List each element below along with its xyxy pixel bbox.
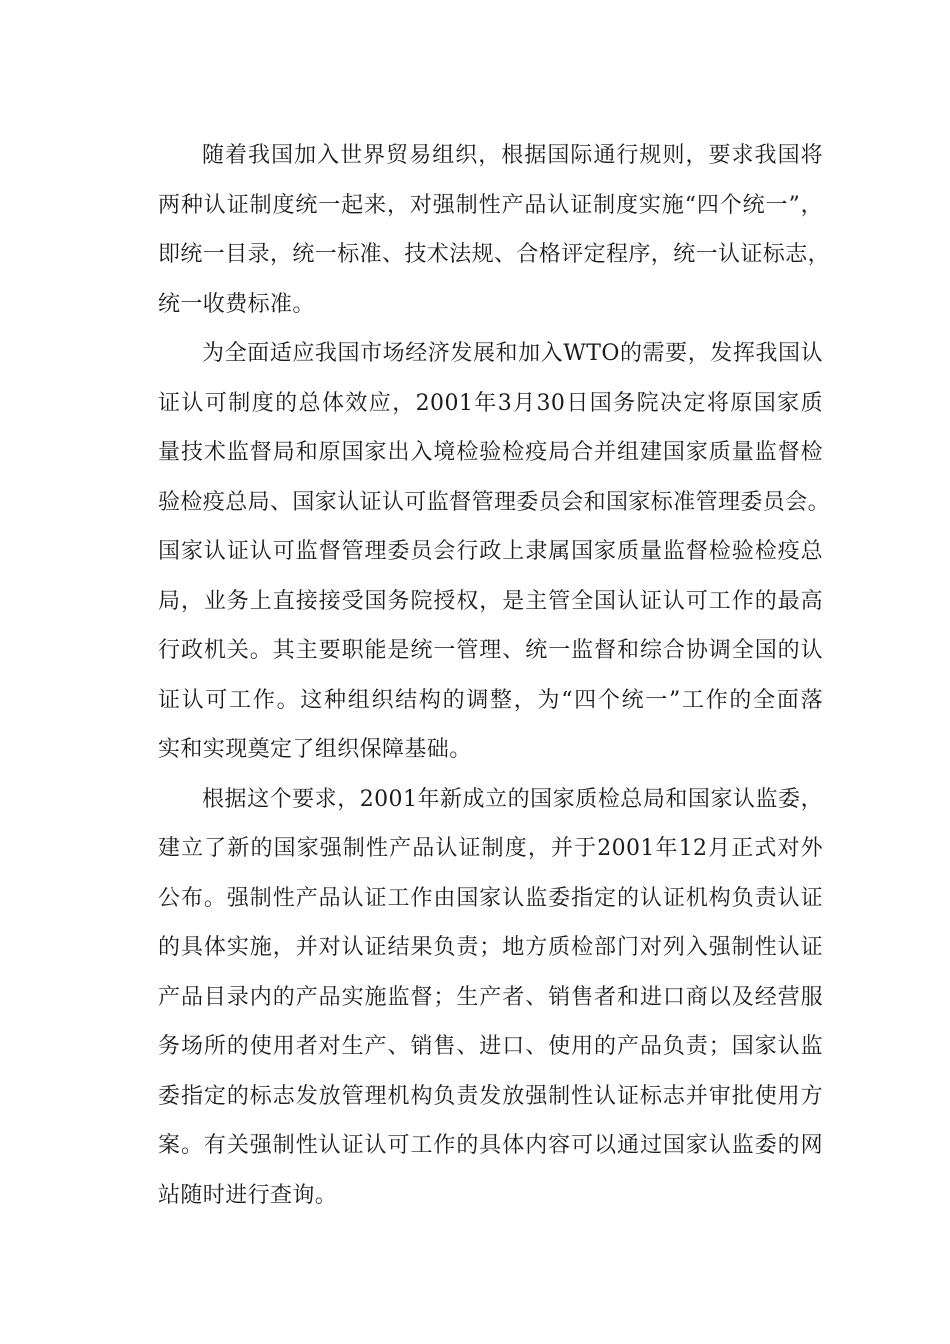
paragraph-2-line-9: 实和实现奠定了组织保障基础。 xyxy=(158,737,472,762)
paragraph-1-line-3: 即统一目录，统一标准、技术法规、合格评定程序，统一认证标志， xyxy=(158,242,831,267)
paragraph-2-line-8: 证认可工作。这种组织结构的调整，为“四个统一”工作的全面落 xyxy=(158,687,823,713)
paragraph-2-line-7: 行政机关。其主要职能是统一管理、统一监督和综合协调全国的认 xyxy=(158,638,823,663)
paragraph-2-line-5: 国家认证认可监督管理委员会行政上隶属国家质量监督检验检疫总 xyxy=(158,539,823,564)
document-body xyxy=(158,131,831,1220)
paragraph-2-line-2: 证认可制度的总体效应，2001年3月30日国务院决定将原国家质 xyxy=(158,390,823,416)
paragraph-1-line-2: 两种认证制度统一起来，对强制性产品认证制度实施“四个统一”， xyxy=(158,192,823,218)
paragraph-3-line-2: 建立了新的国家强制性产品认证制度，并于2001年12月正式对外 xyxy=(158,836,823,861)
paragraph-1-line-1: 随着我国加入世界贸易组织，根据国际通行规则，要求我国将 xyxy=(202,143,823,168)
paragraph-1-line-4: 统一收费标准。 xyxy=(158,291,315,317)
paragraph-3-line-1: 根据这个要求，2001年新成立的国家质检总局和国家认监委， xyxy=(202,786,823,812)
paragraph-3-line-4: 的具体实施，并对认证结果负责；地方质检部门对列入强制性认证 xyxy=(158,935,823,960)
paragraph-3-line-6: 务场所的使用者对生产、销售、进口、使用的产品负责；国家认监 xyxy=(158,1034,823,1059)
paragraph-3-line-8: 案。有关强制性认证认可工作的具体内容可以通过国家认监委的网 xyxy=(158,1133,823,1158)
paragraph-2-line-6: 局，业务上直接接受国务院授权，是主管全国认证认可工作的最高 xyxy=(158,588,823,614)
paragraph-2-line-4: 验检疫总局、国家认证认可监督管理委员会和国家标准管理委员会。 xyxy=(158,489,831,515)
paragraph-3-line-7: 委指定的标志发放管理机构负责发放强制性认证标志并审批使用方 xyxy=(158,1083,823,1109)
paragraph-3-line-3: 公布。强制性产品认证工作由国家认监委指定的认证机构负责认证 xyxy=(158,885,823,911)
paragraph-2-line-3: 量技术监督局和原国家出入境检验检疫局合并组建国家质量监督检 xyxy=(158,440,823,465)
paragraph-3-line-9: 站随时进行查询。 xyxy=(158,1182,338,1208)
paragraph-2-line-1: 为全面适应我国市场经济发展和加入WTO的需要，发挥我国认 xyxy=(202,341,823,366)
paragraph-3-line-5: 产品目录内的产品实施监督；生产者、销售者和进口商以及经营服 xyxy=(158,984,823,1010)
